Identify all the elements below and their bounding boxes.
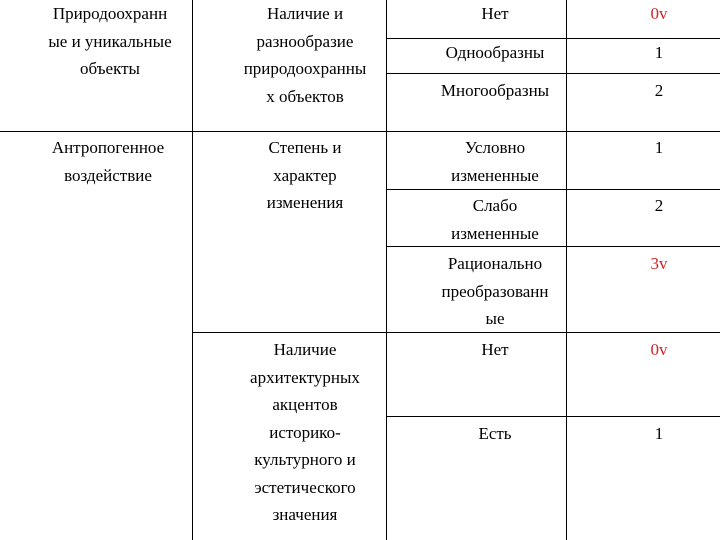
category-cell: Антропогенное воздействие <box>51 138 165 185</box>
category-cell: Природоохранн ые и уникальные объекты <box>48 4 172 78</box>
option-label: Многообразны <box>440 81 550 100</box>
score-value: 1 <box>654 43 664 62</box>
option-label: Рационально преобразованн ые <box>441 254 549 328</box>
row-divider-option-5 <box>386 416 720 417</box>
score-value: 1 <box>654 424 664 443</box>
row-divider-option-3 <box>386 189 720 190</box>
option-label: Есть <box>478 424 512 443</box>
score-value: 0v <box>650 340 668 359</box>
indicator-cell: Наличие архитектурных акцентов историко- культурного и эстетического значения <box>250 340 360 524</box>
indicator-cell: Наличие и разнообразие природоохранны х объектов <box>243 4 367 106</box>
score-value: 2 <box>654 81 664 100</box>
score-value: 3v <box>650 254 668 273</box>
option-label: Нет <box>481 4 509 23</box>
indicator-cell: Степень и характер изменения <box>266 138 344 212</box>
option-label: Нет <box>481 340 509 359</box>
option-label: Слабо измененные <box>451 196 539 243</box>
score-value: 2 <box>654 196 664 215</box>
score-value: 0v <box>650 4 668 23</box>
option-label: Условно измененные <box>451 138 539 185</box>
score-value: 1 <box>654 138 664 157</box>
option-label: Однообразны <box>445 43 545 62</box>
row-divider-option-2 <box>386 73 720 74</box>
row-divider-category <box>0 131 720 132</box>
